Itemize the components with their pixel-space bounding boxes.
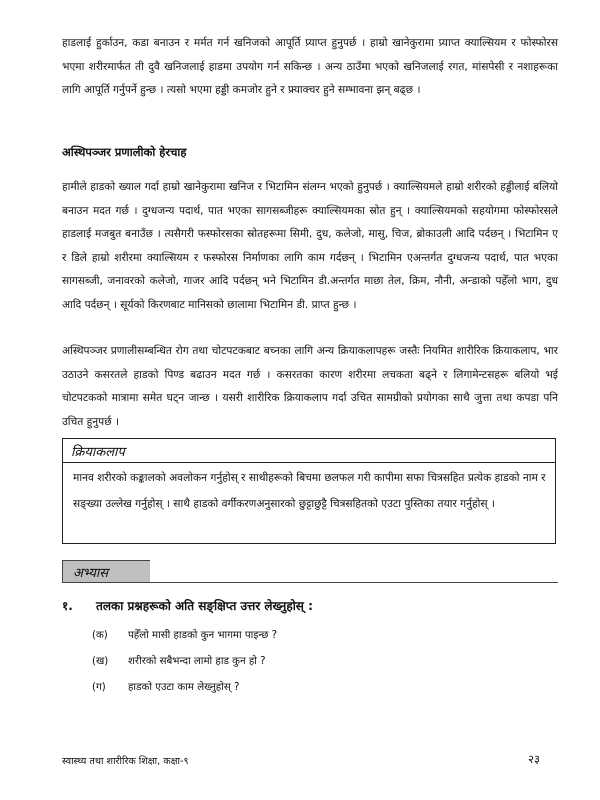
question-text: तलका प्रश्नहरूको अति सङ्क्षिप्त उत्तर लेख्नुहोस् : [96, 599, 313, 613]
page-number: २३ [528, 752, 540, 766]
sub-question-label: (क) [92, 630, 108, 641]
activity-title-bar [63, 439, 555, 463]
sub-question-text: शरीरको सबैभन्दा लामो हाड कुन हो ? [128, 656, 266, 667]
question-number: १. [62, 599, 73, 613]
exercise-title: अभ्यास [73, 566, 109, 581]
sub-question-label: (ख) [92, 656, 109, 667]
sub-question-text: पहेँलो मासी हाडको कुन भागमा पाइन्छ ? [128, 630, 278, 641]
paragraph-exercise: अस्थिपञ्जर प्रणालीसम्बन्धित रोग तथा चोटपटकबाट बच्नका लागि अन्य क्रियाकलापहरू जस्तैः नियमित शारीरिक क्रियाकलाप, भार उठाउने कसरतले हाडको पिण्ड बढाउन मदत गर्छ । कसरतका कारण शरीरमा लचकता बढ्ने र लिगामेन्टसहरू बलियो भई चोटपटकको मात्रामा समेत घट्न जान्छ । यसरी शारीरिक क्रियाकलाप गर्दा उचित सामग्रीको प्रयोगका साथै जुत्ता तथा कपडा पनि उचित हुनुपर्छ । [62, 345, 558, 428]
sub-question-label: (ग) [92, 682, 106, 693]
paragraph-diet: हामीले हाडको ख्याल गर्दा हाम्रो खानेकुरामा खनिज र भिटामिन संलग्न भएको हुनुपर्छ । क्याल्सियमले हाम्रो शरीरको हड्डीलाई बलियो बनाउन मदत गर्छ । दुग्धजन्य पदार्थ, पात भएका सागसब्जीहरू क्याल्सियमका स्रोत हुन् । क्याल्सियमको सहयोगमा फोस्फोरसले हाडलाई मजबुत बनाउँछ । त्यसैगरी फस्फोरसका स्रोतहरूमा सिमी, दुध, कलेजो, मासु, चिज, ब्रोकाउली आदि पर्दछन् । भिटामिन ए र डिले हाम्रो शरीरमा क्याल्सियम र फस्फोरस निर्माणका लागि काम गर्दछन् । भिटामिन एअन्तर्गत दुग्धजन्य पदार्थ, पात भएका सागसब्जी, जनावरको कलेजो, गाजर आदि पर्दछन् भने भिटामिन डी.अन्तर्गत माछा तेल, क्रिम, नौनी, अन्डाको पहेँलो भाग, दुध आदि पर्दछन् । सूर्यको किरणबाट मानिसको छालामा भिटामिन डी. प्राप्त हुन्छ । [62, 181, 558, 311]
footer-book-title: स्वास्थ्य तथा शारीरिक शिक्षा, कक्षा-९ [62, 756, 189, 767]
activity-title: क्रियाकलाप [71, 445, 125, 460]
exercise-divider [62, 582, 558, 583]
paragraph-minerals: हाडलाई हुर्काउन, कडा बनाउन र मर्मत गर्न खनिजको आपूर्ति प्र्याप्त हुनुपर्छ । हाम्रो खानेकुरामा प्र्याप्त क्याल्सियम र फोस्फोरस भएमा शरीरमार्फत ती दुवै खनिजलाई हाडमा उपयोग गर्न सकिन्छ । अन्य ठाउँमा भएको खनिजलाई रगत, मांसपेसी र नशाहरूका लागि आपूर्ति गर्नुपर्ने हुन्छ । त्यसो भएमा हड्डी कमजोर हुने र फ्र्याक्चर हुने सम्भावना झन् बढ्छ । [62, 37, 558, 97]
sub-question-text: हाडको एउटा काम लेख्नुहोस् ? [128, 682, 240, 693]
activity-box [62, 438, 556, 544]
section-heading: अस्थिपञ्जर प्रणालीको हेरचाह [62, 145, 187, 159]
activity-text: मानव शरीरको कङ्कालको अवलोकन गर्नुहोस् र साथीहरूको बिचमा छलफल गरी कापीमा सफा चित्रसहित प्रत्येक हाडको नाम र सङ्ख्या उल्लेख गर्नुहोस् । साथै हाडको वर्गीकरणअनुसारको छुट्टाछुट्टै चित्रसहितको एउटा पुस्तिका तयार गर्नुहोस् । [73, 472, 546, 510]
exercise-header-tab [62, 560, 150, 582]
